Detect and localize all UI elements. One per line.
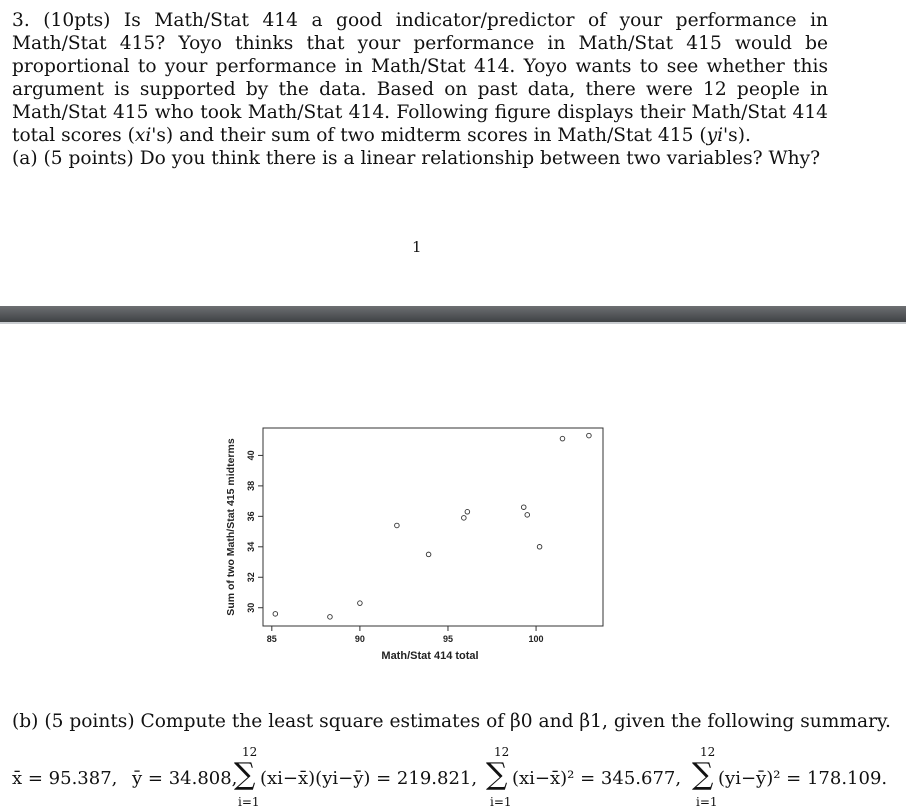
y-i: yi	[706, 125, 724, 146]
sum-symbol-2: ∑	[486, 757, 508, 792]
data-point	[525, 513, 530, 518]
sum-symbol-3: ∑	[692, 757, 714, 792]
sum-lower-3: i=1	[696, 795, 718, 809]
problem-points: (10pts)	[43, 10, 111, 31]
plot-frame	[263, 428, 603, 626]
problem-question: Is Math/Stat 414 a good indicator/predictor of your performance in Math/Stat 415?	[12, 10, 828, 54]
x-i: xi	[134, 125, 152, 146]
data-point	[328, 615, 333, 620]
syy-equation: (yi−ȳ)² = 178.109.	[718, 768, 888, 789]
y-axis-label: Sum of two Math/Stat 415 midterms	[225, 438, 237, 616]
x-tick-label: 95	[442, 634, 453, 644]
y-tick-label: 30	[246, 602, 256, 613]
x-axis-label: Math/Stat 414 total	[381, 650, 479, 662]
sum-lower-2: i=1	[490, 795, 512, 809]
sum-lower-1: i=1	[238, 795, 260, 809]
sum-upper-1: 12	[242, 745, 258, 759]
page-separator	[0, 306, 906, 324]
scatter-plot-svg	[218, 418, 613, 666]
data-point	[465, 509, 470, 514]
problem-text	[12, 9, 828, 147]
problem-3	[12, 9, 828, 170]
xbar-equation: x̄ = 95.387,	[12, 768, 118, 789]
ybar-equation: ȳ = 34.808,	[132, 768, 238, 789]
data-point	[560, 436, 565, 441]
y-tick-label: 40	[246, 450, 256, 461]
data-point	[395, 523, 400, 528]
data-point	[587, 433, 592, 438]
problem-intro-2: 's) and their sum of two midterm scores in Math/Stat 415 (	[151, 125, 707, 146]
part-b: (b) (5 points) Compute the least square estimates of β0 and β1, given the following summary.	[12, 711, 891, 732]
data-points	[273, 433, 591, 619]
data-point	[358, 601, 363, 606]
y-tick-label: 32	[246, 572, 256, 583]
y-tick-label: 34	[246, 541, 256, 552]
sxx-equation: (xi−x̄)² = 345.677,	[512, 768, 682, 789]
sum-upper-3: 12	[700, 745, 716, 759]
y-tick-label: 38	[246, 480, 256, 491]
data-point	[426, 552, 431, 557]
problem-intro-1: Yoyo thinks that your performance in Math/Stat 415 would be proportional to your performance in Math/Stat 414. Yoyo wants to see whether this argument is supported by the data. Based on past data, there were 12 people in Math/Stat 415 who took Math/Stat 414. Following figure displays their Math/Stat 414 total scores (	[12, 33, 828, 146]
x-axis	[267, 626, 544, 644]
page-number: 1	[412, 238, 422, 256]
summary-statistics	[12, 745, 902, 807]
sxy-equation: (xi−x̄)(yi−ȳ) = 219.821,	[260, 768, 478, 789]
data-point	[462, 516, 467, 521]
x-tick-label: 100	[528, 634, 544, 644]
x-tick-label: 90	[354, 634, 365, 644]
problem-number: 3.	[12, 10, 30, 31]
part-a: (a) (5 points) Do you think there is a linear relationship between two variables? Why?	[12, 148, 821, 169]
data-point	[521, 505, 526, 510]
y-axis	[246, 450, 263, 612]
x-tick-label: 85	[266, 634, 277, 644]
scatter-plot	[218, 418, 613, 666]
data-point	[537, 545, 542, 550]
problem-intro-3: 's).	[723, 125, 751, 146]
sum-symbol-1: ∑	[234, 757, 256, 792]
data-point	[273, 612, 278, 617]
y-tick-label: 36	[246, 511, 256, 522]
sum-upper-2: 12	[494, 745, 510, 759]
